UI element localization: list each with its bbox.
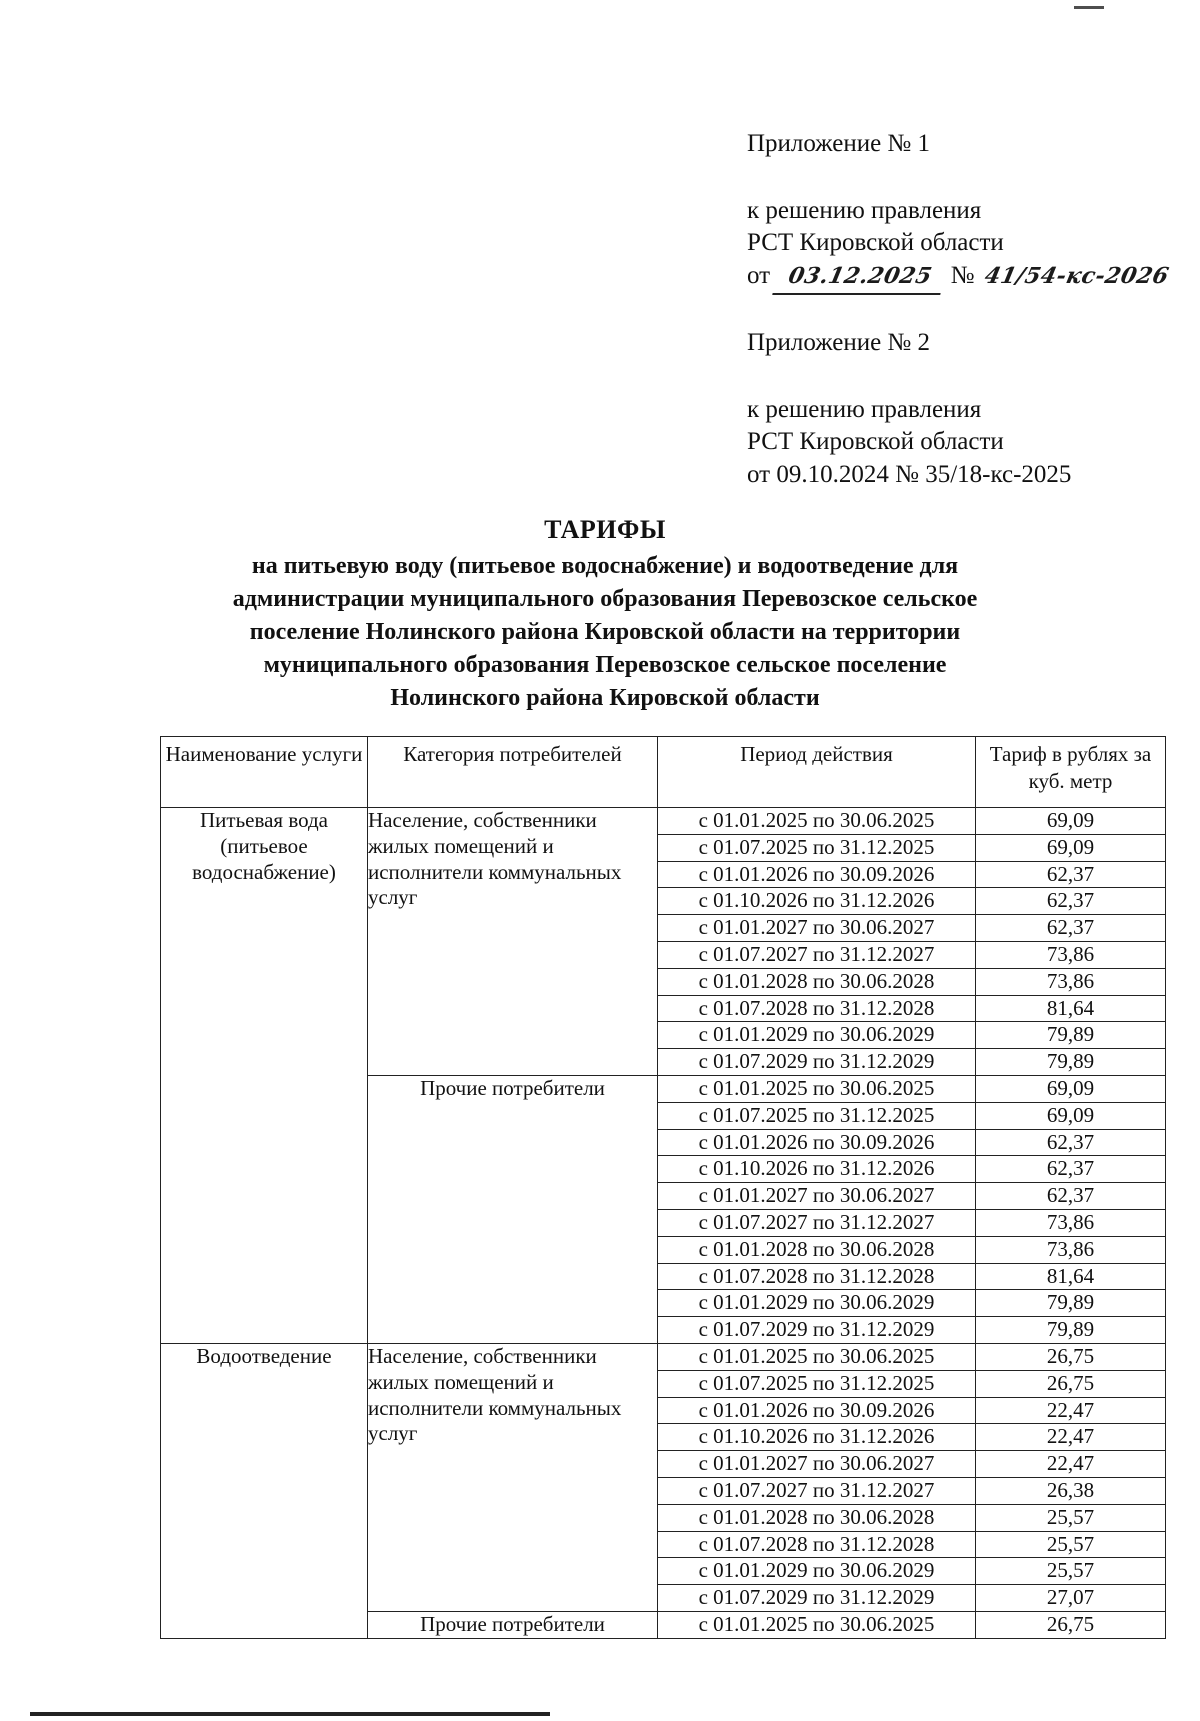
rate-cell: 79,89 (976, 1022, 1166, 1049)
service-name-cell: Водоотведение (161, 1343, 368, 1638)
period-cell: с 01.07.2028 по 31.12.2028 (658, 1263, 976, 1290)
rate-cell: 62,37 (976, 1183, 1166, 1210)
period-cell: с 01.07.2029 по 31.12.2029 (658, 1049, 976, 1076)
rate-cell: 79,89 (976, 1290, 1166, 1317)
number-sign: № (950, 261, 975, 289)
period-cell: с 01.01.2029 по 30.06.2029 (658, 1022, 976, 1049)
subtitle-line: администрации муниципального образования Перевозское сельское (232, 586, 978, 612)
handwritten-number: 41/54-кс-2026 (982, 262, 1172, 289)
rate-cell: 79,89 (976, 1049, 1166, 1076)
period-cell: с 01.01.2025 по 30.06.2025 (658, 1611, 976, 1638)
period-cell: с 01.10.2026 по 31.12.2026 (658, 888, 976, 915)
period-cell: с 01.07.2027 по 31.12.2027 (658, 1477, 976, 1504)
table-row (161, 1343, 1166, 1370)
period-cell: с 01.01.2028 по 30.06.2028 (658, 968, 976, 995)
period-cell: с 01.07.2029 по 31.12.2029 (658, 1317, 976, 1344)
rate-cell: 62,37 (976, 1129, 1166, 1156)
service-name-cell: Питьевая вода (питьевое водоснабжение) (161, 808, 368, 1344)
rate-cell: 69,09 (976, 1102, 1166, 1129)
header-service: Наименование услуги (161, 737, 368, 808)
period-cell: с 01.01.2028 по 30.06.2028 (658, 1504, 976, 1531)
period-cell: с 01.10.2026 по 31.12.2026 (658, 1156, 976, 1183)
period-cell: с 01.01.2026 по 30.09.2026 (658, 861, 976, 888)
period-cell: с 01.07.2028 по 31.12.2028 (658, 1531, 976, 1558)
subtitle-line: муниципального образования Перевозское сельское поселение (263, 652, 947, 678)
period-cell: с 01.07.2027 по 31.12.2027 (658, 941, 976, 968)
category-cell: Прочие потребители (368, 1075, 658, 1343)
header-period: Период действия (658, 737, 976, 808)
period-cell: с 01.07.2029 по 31.12.2029 (658, 1585, 976, 1612)
period-cell: с 01.01.2027 по 30.06.2027 (658, 915, 976, 942)
appendix-1-prefix: от (747, 261, 771, 289)
appendix-2-line-2: РСТ Кировской области (747, 428, 1004, 455)
rate-cell: 25,57 (976, 1531, 1166, 1558)
rate-cell: 25,57 (976, 1558, 1166, 1585)
period-cell: с 01.01.2025 по 30.06.2025 (658, 1075, 976, 1102)
appendix-2-line-3: от 09.10.2024 № 35/18-кс-2025 (747, 460, 1072, 488)
rate-cell: 62,37 (976, 888, 1166, 915)
appendix-2-line-1: к решению правления (747, 395, 982, 423)
rate-cell: 26,75 (976, 1611, 1166, 1638)
period-cell: с 01.01.2029 по 30.06.2029 (658, 1558, 976, 1585)
category-cell: Прочие потребители (368, 1611, 658, 1638)
period-cell: с 01.01.2026 по 30.09.2026 (658, 1397, 976, 1424)
rate-cell: 69,09 (976, 834, 1166, 861)
rate-cell: 79,89 (976, 1317, 1166, 1344)
appendix-2-label: Приложение № 2 (747, 329, 931, 356)
rate-cell: 73,86 (976, 941, 1166, 968)
table-header-row (161, 737, 1166, 808)
rate-cell: 69,09 (976, 808, 1166, 835)
category-cell: Население, собственники жилых помещений и исполнители коммунальных услуг (368, 808, 658, 1076)
period-cell: с 01.01.2025 по 30.06.2025 (658, 808, 976, 835)
rate-cell: 27,07 (976, 1585, 1166, 1612)
rate-cell: 73,86 (976, 1209, 1166, 1236)
rate-cell: 22,47 (976, 1397, 1166, 1424)
rate-cell: 22,47 (976, 1424, 1166, 1451)
period-cell: с 01.01.2027 по 30.06.2027 (658, 1183, 976, 1210)
document-title: ТАРИФЫ (544, 515, 666, 544)
handwritten-date: 03.12.2025 (773, 260, 948, 295)
appendix-1-line-3 (747, 260, 1172, 295)
period-cell: с 01.07.2025 по 31.12.2025 (658, 1370, 976, 1397)
rate-cell: 73,86 (976, 1236, 1166, 1263)
subtitle-line: поселение Нолинского района Кировской области на территории (249, 619, 961, 645)
rate-cell: 22,47 (976, 1451, 1166, 1478)
appendix-1-line-2: РСТ Кировской области (747, 229, 1004, 256)
rate-cell: 81,64 (976, 995, 1166, 1022)
period-cell: с 01.07.2025 по 31.12.2025 (658, 834, 976, 861)
document-subtitle (170, 550, 1040, 715)
rate-cell: 62,37 (976, 861, 1166, 888)
rate-cell: 25,57 (976, 1504, 1166, 1531)
subtitle-line: Нолинского района Кировской области (390, 685, 820, 711)
period-cell: с 01.07.2027 по 31.12.2027 (658, 1209, 976, 1236)
subtitle-line: на питьевую воду (питьевое водоснабжение) и водоотведение для (251, 553, 959, 579)
rate-cell: 69,09 (976, 1075, 1166, 1102)
title-block (170, 512, 1040, 715)
bottom-rule (30, 1712, 550, 1716)
rate-cell: 81,64 (976, 1263, 1166, 1290)
tariff-table-body (161, 808, 1166, 1639)
category-cell: Население, собственники жилых помещений и исполнители коммунальных услуг (368, 1343, 658, 1611)
tariff-table (160, 736, 1166, 1639)
header-category: Категория потребителей (368, 737, 658, 808)
period-cell: с 01.01.2026 по 30.09.2026 (658, 1129, 976, 1156)
rate-cell: 26,75 (976, 1343, 1166, 1370)
header-rate: Тариф в рублях за куб. метр (976, 737, 1166, 808)
appendix-1-label: Приложение № 1 (747, 130, 931, 157)
rate-cell: 62,37 (976, 915, 1166, 942)
rate-cell: 26,38 (976, 1477, 1166, 1504)
period-cell: с 01.01.2025 по 30.06.2025 (658, 1343, 976, 1370)
period-cell: с 01.07.2028 по 31.12.2028 (658, 995, 976, 1022)
appendix-1-block (747, 128, 1172, 294)
period-cell: с 01.10.2026 по 31.12.2026 (658, 1424, 976, 1451)
rate-cell: 62,37 (976, 1156, 1166, 1183)
appendix-2-block (747, 327, 1167, 491)
period-cell: с 01.07.2025 по 31.12.2025 (658, 1102, 976, 1129)
period-cell: с 01.01.2029 по 30.06.2029 (658, 1290, 976, 1317)
rate-cell: 73,86 (976, 968, 1166, 995)
period-cell: с 01.01.2027 по 30.06.2027 (658, 1451, 976, 1478)
rate-cell: 26,75 (976, 1370, 1166, 1397)
period-cell: с 01.01.2028 по 30.06.2028 (658, 1236, 976, 1263)
appendix-1-line-1: к решению правления (747, 196, 982, 224)
page-corner-mark (1074, 0, 1104, 9)
table-row (161, 808, 1166, 835)
